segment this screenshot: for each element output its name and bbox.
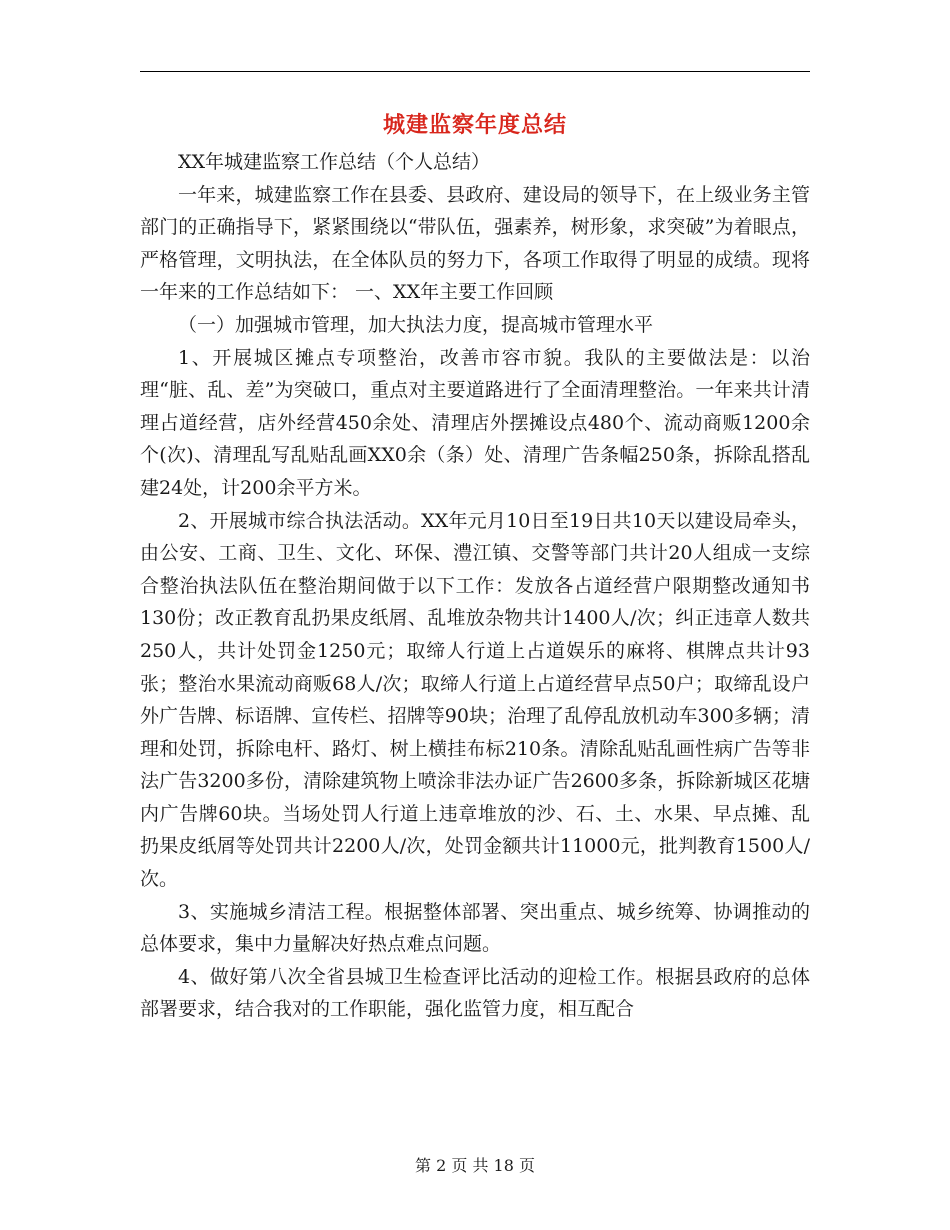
paragraph-item-2: 2、开展城市综合执法活动。XX年元月10日至19日共10天以建设局牵头，由公安、工商、卫生、文化、环保、澧江镇、交警等部门共计20人组成一支综合整治执法队伍在整治期间做于以下工作：发放各占道经营户限期整改通知书130份；改正教育乱扔果皮纸屑、乱堆放杂物共计1400人/次；纠正违章人数共250人，共计处罚金1250元；取缔人行道上占道娱乐的麻将、棋牌点共计93张；整治水果流动商贩68人/次；取缔人行道上占道经营早点50户；取缔乱设户外广告牌、标语牌、宣传栏、招牌等90块；治理了乱停乱放机动车300多辆；清理和处罚，拆除电杆、路灯、树上横挂布标210条。清除乱贴乱画性病广告等非法广告3200多份，清除建筑物上喷涂非法办证广告2600多条，拆除新城区花塘内广告牌60块。当场处罚人行道上违章堆放的沙、石、土、水果、早点摊、乱扔果皮纸屑等处罚共计2200人/次，处罚金额共计11000元，批判教育1500人/次。 [140, 509, 810, 891]
paragraph-section-heading: （一）加强城市管理，加大执法力度，提高城市管理水平 [178, 313, 654, 336]
paragraph-item-3: 3、实施城乡清洁工程。根据整体部署、突出重点、城乡统筹、协调推动的总体要求，集中力量解决好热点难点问题。 [140, 900, 810, 956]
page-footer: 第 2 页 共 18 页 [415, 1156, 535, 1175]
paragraph-intro: 一年来，城建监察工作在县委、县政府、建设局的领导下，在上级业务主管部门的正确指导下，紧紧围绕以“带队伍，强素养，树形象，求突破”为着眼点，严格管理，文明执法，在全体队员的努力下，各项工作取得了明显的成绩。现将一年来的工作总结如下： 一、XX年主要工作回顾 [140, 183, 810, 304]
document-title: 城建监察年度总结 [382, 113, 567, 138]
paragraph-item-1: 1、开展城区摊点专项整治，改善市容市貌。我队的主要做法是：以治理“脏、乱、差”为突破口，重点对主要道路进行了全面清理整治。一年来共计清理占道经营，店外经营450余处、清理店外摆摊设点480个、流动商贩1200余个(次)、清理乱写乱贴乱画XX0余（条）处、清理广告条幅250条，拆除乱搭乱建24处，计200余平方米。 [140, 346, 810, 499]
header-rule [140, 71, 810, 72]
document-body [140, 146, 810, 1026]
paragraph-subtitle: XX年城建监察工作总结（个人总结） [178, 151, 491, 173]
paragraph-item-4: 4、做好第八次全省县城卫生检查评比活动的迎检工作。根据县政府的总体部署要求，结合我对的工作职能，强化监管力度，相互配合 [140, 965, 810, 1021]
